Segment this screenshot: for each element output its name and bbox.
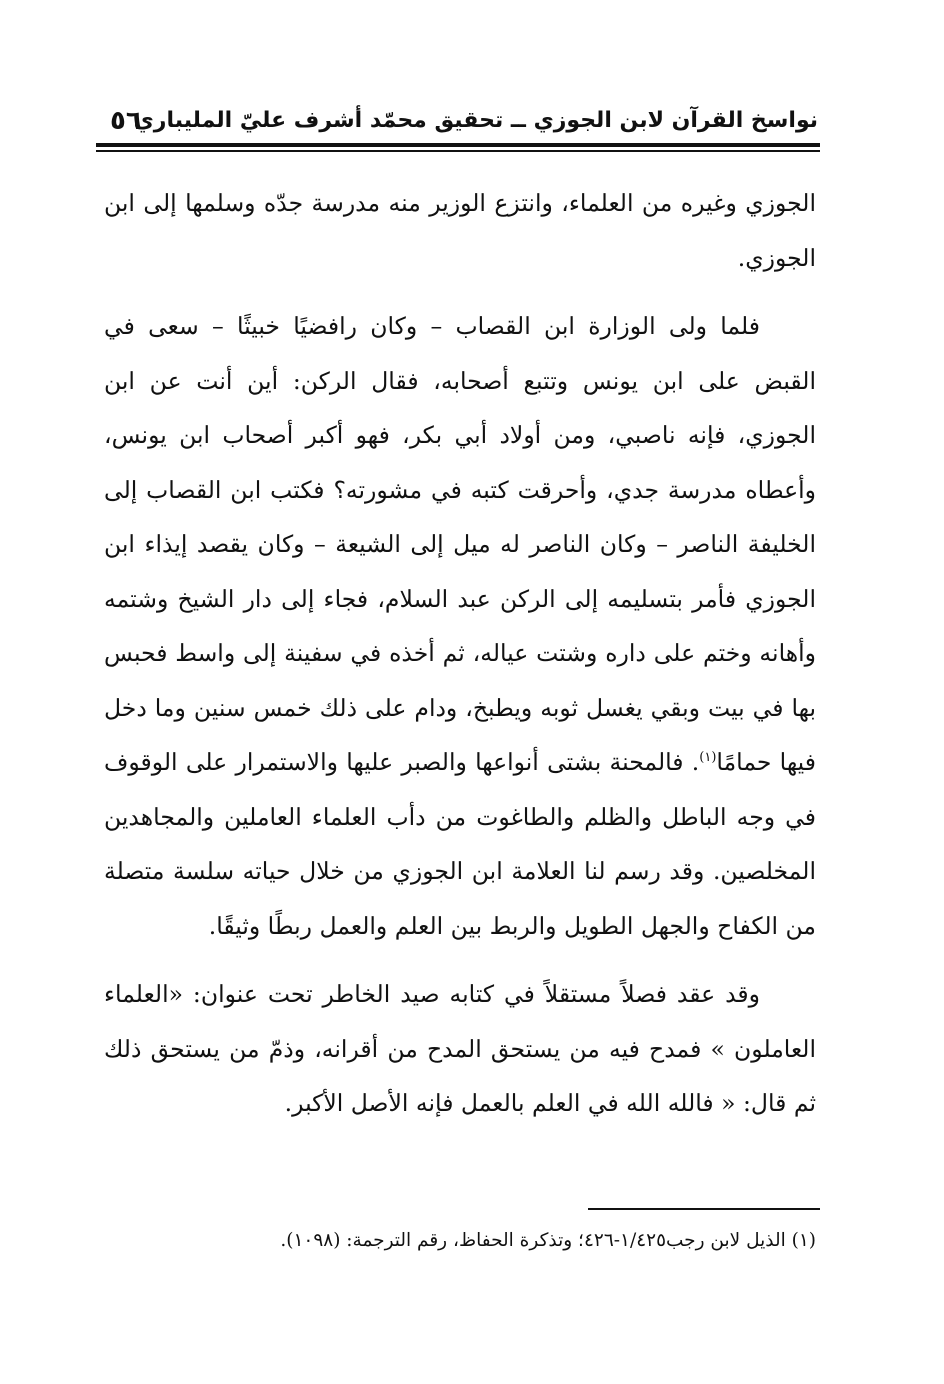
paragraph-2 [104,299,816,953]
paragraph-1: الجوزي وغيره من العلماء، وانتزع الوزير منه مدرسة جدّه وسلمها إلى ابن الجوزي. [104,189,816,272]
header-rule-thin [96,150,820,152]
running-title: نواسخ القرآن لابن الجوزي ــ تحقيق محمّد أشرف عليّ المليباري [133,108,818,133]
footnote-separator [588,1208,820,1210]
header-rule-thick [96,143,820,147]
paragraph-3: وقد عقد فصلاً مستقلاً في كتابه صيد الخاطر تحت عنوان: «العلماء العاملون » فمدح فيه من يستحق المدح من أقرانه، وذمّ من يستحق ذلك ثم قال: « فالله الله في العلم بالعمل فإنه الأصل الأكبر. [104,980,816,1117]
paragraph-2-text: فلما ولى الوزارة ابن القصاب – وكان رافضيًا خبيثًا – سعى في القبض على ابن يونس وتتبع أصحابه، فقال الركن: أين أنت عن ابن الجوزي، فإنه ناصبي، ومن أولاد أبي بكر، فهو أكبر أصحاب ابن يونس، وأعطاه مدرسة جدي، وأحرقت كتبه في مشورته؟ فكتب ابن القصاب إلى الخليفة الناصر – وكان الناصر له ميل إلى الشيعة – وكان يقصد إيذاء ابن الجوزي فأمر بتسليمه إلى الركن عبد السلام، فجاء إلى دار الشيخ وشتمه وأهانه وختم على داره وشتت عياله، ثم أخذه في سفينة إلى واسط فحبس بها في بيت وبقي يغسل ثوبه ويطبخ، ودام على ذلك خمس سنين وما دخل فيها حمامًا [104,312,817,776]
footnote-reference: (١) [699,750,717,766]
main-text [104,176,816,1131]
paragraph-2-continuation: . فالمحنة بشتى أنواعها والصبر عليها والاستمرار على الوقوف في وجه الباطل والظلم والطاغوت من دأب العلماء العاملين والمجاهدين المخلصين. وقد رسم لنا العلامة ابن الجوزي من خلال حياته سلسة متصلة من الكفاح والجهل الطويل والربط بين العلم والعمل ربطًا وثيقًا. [104,748,816,940]
footnote: (١) الذيل لابن رجب١/٤٢٥-٤٢٦؛ وتذكرة الحفاظ، رقم الترجمة: (١٠٩٨). [280,1230,816,1251]
page-number: ٥٦ [110,106,142,136]
page-header [98,104,818,144]
